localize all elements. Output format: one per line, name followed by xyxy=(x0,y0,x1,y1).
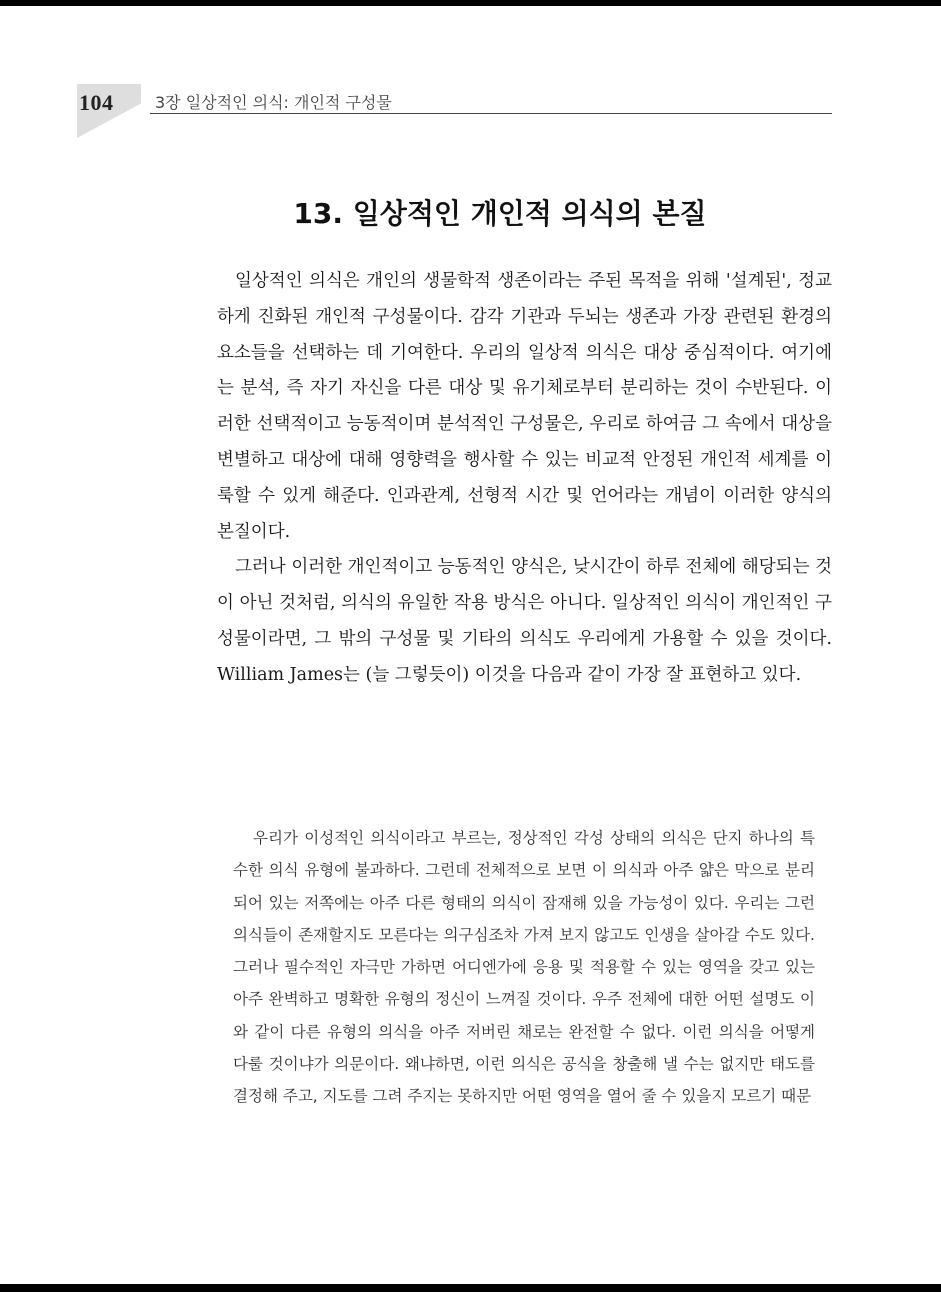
page-number: 104 xyxy=(79,90,114,115)
body-paragraph: 일상적인 의식은 개인의 생물학적 생존이라는 주된 목적을 위해 '설계된', 정교하게 진화된 개인적 구성물이다. 감각 기관과 두뇌는 생존과 가장 관련된 환경의 요소들을 선택하는 데 기여한다. 우리의 일상적 의식은 대상 중심적이다. 여기에는 분석, 즉 자기 자신을 다른 대상 및 유기체로부터 분리하는 것이 수반된다. 이러한 선택적이고 능동적이며 분석적인 구성물은, 우리로 하여금 그 속에서 대상을 변별하고 대상에 대해 영향력을 행사할 수 있는 비교적 안정된 개인적 세계를 이룩할 수 있게 해준다. 인과관계, 선형적 시간 및 언어라는 개념이 이러한 양식의 본질이다. xyxy=(217,271,832,542)
section-title: 13. 일상적인 개인적 의식의 본질 xyxy=(293,197,707,230)
running-header-title: 3장 일상적인 의식: 개인적 구성물 xyxy=(155,93,392,112)
block-quote xyxy=(233,822,815,1113)
body-text xyxy=(217,264,832,694)
bottom-page-border xyxy=(0,1284,941,1292)
header-divider xyxy=(150,113,832,114)
top-page-border xyxy=(0,0,941,6)
quote-paragraph: 우리가 이성적인 의식이라고 부르는, 정상적인 각성 상태의 의식은 단지 하나의 특수한 의식 유형에 불과하다. 그런데 전체적으로 보면 이 의식과 아주 얇은 막으로 분리되어 있는 저쪽에는 아주 다른 형태의 의식이 잠재해 있을 가능성이 있다. 우리는 그런 의식들이 존재할지도 모른다는 의구심조차 가져 보지 않고도 인생을 살아갈 수도 있다. 그러나 필수적인 자극만 가하면 어디엔가에 응용 및 적용할 수 있는 영역을 갖고 있는 아주 완벽하고 명확한 유형의 정신이 느껴질 것이다. 우주 전체에 대한 어떤 설명도 이와 같이 다른 유형의 의식을 아주 저버린 채로는 완전할 수 없다. 이런 의식을 어떻게 다룰 것이냐가 의문이다. 왜냐하면, 이런 의식은 공식을 창출해 낼 수는 없지만 태도를 결정해 주고, 지도를 그려 주지는 못하지만 어떤 영역을 열어 줄 수 있을지 모르기 때문 xyxy=(233,829,815,1106)
body-paragraph: 그러나 이러한 개인적이고 능동적인 양식은, 낮시간이 하루 전체에 해당되는 것이 아닌 것처럼, 의식의 유일한 작용 방식은 아니다. 일상적인 의식이 개인적인 구성물이라면, 그 밖의 구성물 및 기타의 의식도 우리에게 가용할 수 있을 것이다. William James는 (늘 그렇듯이) 이것을 다음과 같이 가장 잘 표현하고 있다. xyxy=(217,557,832,685)
